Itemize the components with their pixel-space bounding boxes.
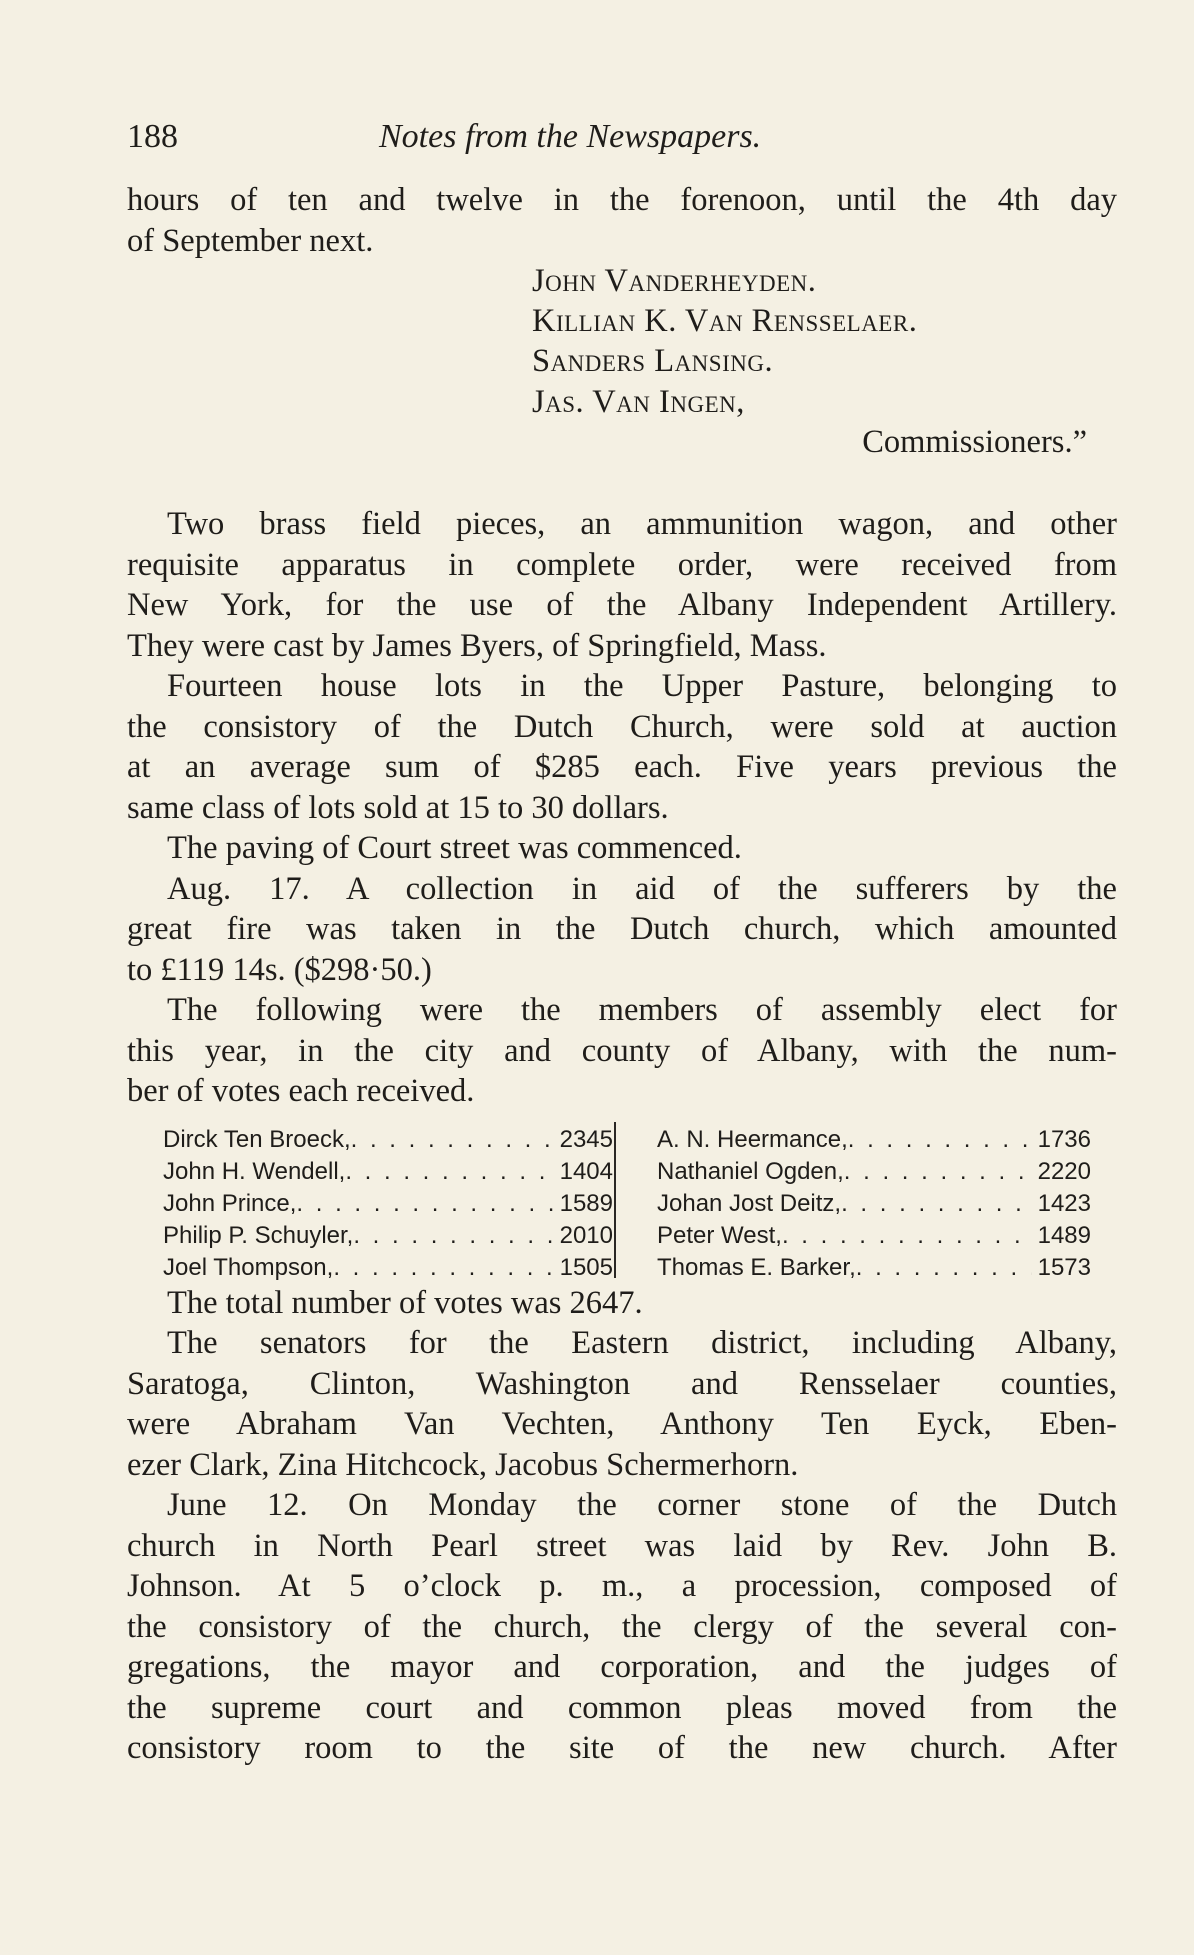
vote-row xyxy=(657,1124,1091,1156)
dot-leader xyxy=(353,1220,553,1252)
votes-table xyxy=(127,1118,1117,1283)
signatory: Sanders Lansing. xyxy=(532,343,774,379)
running-title: Notes from the Newspapers. xyxy=(379,118,762,155)
vote-row xyxy=(163,1252,613,1284)
dot-leader xyxy=(782,1220,1032,1252)
text-line: Fourteen house lots in the Upper Pasture, belonging to xyxy=(167,668,1117,704)
vote-count: 1404 xyxy=(559,1157,613,1185)
vote-count: 1423 xyxy=(1037,1189,1091,1217)
text-line: to £119 14s. ($298·50.) xyxy=(127,951,432,988)
paragraph-collection xyxy=(127,869,1117,991)
text-line: were Abraham Van Vechten, Anthony Ten Eyck, Eben- xyxy=(127,1406,1117,1442)
text-line: same class of lots sold at 15 to 30 dollars. xyxy=(127,789,669,826)
vote-row xyxy=(657,1252,1091,1284)
vote-row xyxy=(163,1156,613,1188)
candidate-name: Peter West, xyxy=(657,1221,782,1249)
candidate-name: John Prince, xyxy=(163,1189,297,1217)
candidate-name: Nathaniel Ogden, xyxy=(657,1157,844,1185)
candidate-name: Thomas E. Barker, xyxy=(657,1253,856,1281)
candidate-name: Dirck Ten Broeck, xyxy=(163,1125,351,1153)
text-line: of September next. xyxy=(127,222,374,259)
paragraph-paving: The paving of Court street was commenced. xyxy=(167,830,742,866)
text-line: gregations, the mayor and corporation, and the judges of xyxy=(127,1649,1117,1685)
candidate-name: Joel Thompson, xyxy=(163,1253,334,1281)
text-line: church in North Pearl street was laid by Rev. John B. xyxy=(127,1527,1117,1564)
text-line: ezer Clark, Zina Hitchcock, Jacobus Schermerhorn. xyxy=(127,1446,799,1483)
vote-row xyxy=(657,1156,1091,1188)
text-line: The following were the members of assembly elect for xyxy=(167,992,1117,1028)
paragraph-artillery xyxy=(127,504,1117,666)
text-line: They were cast by James Byers, of Springfield, Mass. xyxy=(127,627,827,664)
votes-column-right xyxy=(657,1124,1091,1284)
signatory-title: Commissioners.” xyxy=(862,424,1087,460)
dot-leader xyxy=(296,1188,553,1220)
text-line: Two brass field pieces, an ammunition wagon, and other xyxy=(167,506,1117,542)
text-line: The senators for the Eastern district, including Albany, xyxy=(167,1325,1117,1361)
vote-count: 2010 xyxy=(559,1221,613,1249)
text-line: Johnson. At 5 o’clock p. m., a procession, composed of xyxy=(127,1568,1117,1604)
dot-leader xyxy=(841,1188,1032,1220)
dot-leader xyxy=(848,1124,1032,1156)
text-line: the supreme court and common pleas moved from the xyxy=(127,1689,1117,1726)
vote-row xyxy=(657,1188,1091,1220)
paragraph-assembly xyxy=(127,990,1117,1112)
candidate-name: Johan Jost Deitz, xyxy=(657,1189,842,1217)
vote-count: 1573 xyxy=(1037,1253,1091,1281)
page-header xyxy=(127,112,1117,162)
text-line: the consistory of the Dutch Church, were sold at auction xyxy=(127,708,1117,745)
vote-row xyxy=(163,1188,613,1220)
column-divider xyxy=(614,1122,616,1278)
dot-leader xyxy=(844,1156,1032,1188)
paragraph-lots xyxy=(127,666,1117,828)
signatory: Jas. Van Ingen, xyxy=(532,384,745,420)
vote-row xyxy=(163,1220,613,1252)
body-text xyxy=(127,180,1117,1769)
vote-row xyxy=(657,1220,1091,1252)
vote-count: 1505 xyxy=(559,1253,613,1281)
text-line: Saratoga, Clinton, Washington and Rensselaer counties, xyxy=(127,1365,1117,1402)
text-line: New York, for the use of the Albany Independent Artillery. xyxy=(127,587,1117,623)
dot-leader xyxy=(351,1124,554,1156)
text-line: at an average sum of $285 each. Five years previous the xyxy=(127,749,1117,785)
vote-count: 1489 xyxy=(1037,1221,1091,1249)
text-line: hours of ten and twelve in the forenoon, until the 4th day xyxy=(127,182,1117,218)
text-line: the consistory of the church, the clergy of the several con- xyxy=(127,1608,1117,1645)
paragraph-senators xyxy=(127,1323,1117,1485)
text-line: this year, in the city and county of Albany, with the num- xyxy=(127,1032,1117,1069)
candidate-name: Philip P. Schuyler, xyxy=(163,1221,354,1249)
paragraph-total: The total number of votes was 2647. xyxy=(167,1284,643,1321)
paragraph-church xyxy=(127,1485,1117,1769)
dot-leader xyxy=(345,1156,553,1188)
vote-count: 1589 xyxy=(559,1189,613,1217)
text-line: Aug. 17. A collection in aid of the sufferers by the xyxy=(167,870,1117,907)
text-line: requisite apparatus in complete order, were received from xyxy=(127,546,1117,583)
vote-count: 2345 xyxy=(559,1125,613,1153)
vote-row xyxy=(163,1124,613,1156)
page-number: 188 xyxy=(127,118,178,155)
signatory: John Vanderheyden. xyxy=(532,263,817,299)
text-line: great fire was taken in the Dutch church, which amounted xyxy=(127,911,1117,947)
vote-count: 2220 xyxy=(1037,1157,1091,1185)
text-line: June 12. On Monday the corner stone of the Dutch xyxy=(167,1487,1117,1523)
text-line: ber of votes each received. xyxy=(127,1073,475,1109)
dot-leader xyxy=(333,1252,553,1284)
candidate-name: John H. Wendell, xyxy=(163,1157,346,1185)
dot-leader xyxy=(856,1252,1032,1284)
vote-count: 1736 xyxy=(1037,1125,1091,1153)
signature-block xyxy=(127,261,1117,504)
votes-column-left xyxy=(163,1124,613,1284)
candidate-name: A. N. Heermance, xyxy=(657,1125,848,1153)
text-line: consistory room to the site of the new church. After xyxy=(127,1730,1117,1766)
signatory: Killian K. Van Rensselaer. xyxy=(532,303,918,339)
